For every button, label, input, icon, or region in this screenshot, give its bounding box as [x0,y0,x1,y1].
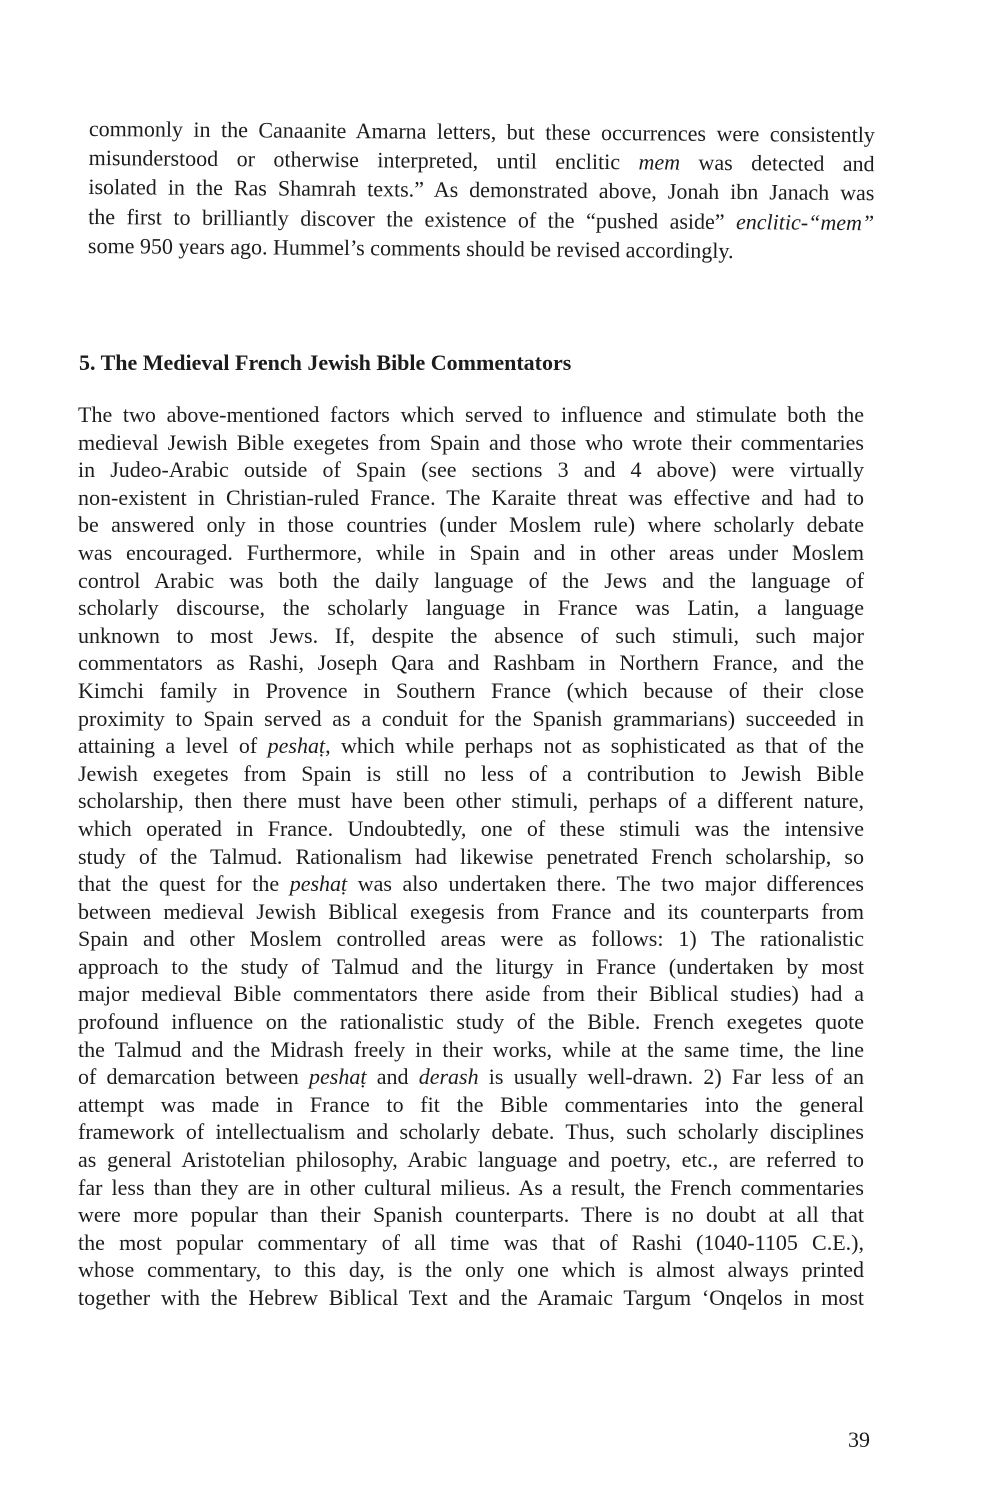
text-segment: Spain and other Moslem controlled areas were as follows: 1) The rationalistic [78,926,864,952]
text-segment: be answered only in those countries (under Moslem rule) where scholarly debate [78,512,864,538]
text-segment: attempt was made in France to fit the Bible commentaries into the general [78,1091,864,1117]
text-segment: together with the Hebrew Biblical Text and the Aramaic Targum ‘Onqelos in most [78,1285,864,1310]
italic-term: enclitic-“mem” [735,208,875,235]
text-segment: was detected and [679,149,875,177]
text-line [78,1284,864,1312]
text-segment: of demarcation between [78,1064,310,1090]
text-line [78,760,864,788]
text-line [78,1229,864,1257]
text-segment: misunderstood or otherwise interpreted, until enclitic [88,145,639,175]
text-segment: Kimchi family in Provence in Southern France (which because of their close [78,677,864,703]
text-line [78,1063,864,1091]
text-line [88,231,874,266]
text-line [78,1091,864,1119]
text-line [78,511,864,539]
text-line [78,925,864,953]
text-segment: isolated in the Ras Shamrah texts.” As demonstrated above, Jonah ibn Janach was [88,174,875,206]
text-segment: commentators as Rashi, Joseph Qara and Rashbam in Northern France, and the [78,650,864,676]
text-segment: commonly in the Canaanite Amarna letters, but these occurrences were consistently [88,115,875,148]
text-line [78,1118,864,1146]
text-line [78,1256,864,1284]
text-segment: proximity to Spain served as a conduit for the Spanish grammarians) succeeded in [78,705,864,731]
text-line [78,787,864,815]
text-segment: were more popular than their Spanish counterparts. There is no doubt at all that [78,1202,864,1228]
text-segment: , which while perhaps not as sophisticated as that of the [325,733,864,759]
text-segment: which operated in France. Undoubtedly, one of these stimuli was the intensive [78,815,864,841]
text-segment: scholarship, then there must have been other stimuli, perhaps of a different nature, [78,788,864,814]
text-segment: major medieval Bible commentators there aside from their Biblical studies) had a [78,981,864,1007]
text-line [78,705,864,733]
text-segment: unknown to most Jews. If, despite the absence of such stimuli, such major [78,622,864,648]
text-line [78,732,864,760]
continued-paragraph [88,114,875,266]
text-segment: and [366,1064,419,1090]
text-line [78,843,864,871]
text-segment: is usually well-drawn. 2) Far less of an [478,1064,865,1090]
italic-term: mem [638,149,681,175]
text-segment: the first to brilliantly discover the existence of the “pushed aside” [88,203,737,234]
text-line [78,1174,864,1202]
italic-term: peshaṭ [289,871,348,897]
text-segment: medieval Jewish Bible exegetes from Spain and those who wrote their commentaries [78,429,864,455]
text-segment: in Judeo-Arabic outside of Spain (see sections 3 and 4 above) were virtually [78,457,864,483]
italic-term: derash [418,1064,479,1090]
text-line [78,1146,864,1174]
text-segment: approach to the study of Talmud and the liturgy in France (undertaken by most [78,953,864,979]
text-segment: control Arabic was both the daily language of the Jews and the language of [78,567,864,593]
text-segment: non-existent in Christian-ruled France. The Karaite threat was effective and had to [78,484,864,510]
text-segment: Jewish exegetes from Spain is still no less of a contribution to Jewish Bible [78,760,864,786]
text-segment: profound influence on the rationalistic study of the Bible. French exegetes quote [78,1009,864,1035]
text-segment: that the quest for the [78,871,290,897]
text-line [78,401,864,429]
text-line [78,567,864,595]
text-line [78,649,864,677]
text-line [78,870,864,898]
text-line [78,456,864,484]
text-segment: framework of intellectualism and scholarly debate. Thus, such scholarly disciplines [78,1119,864,1145]
text-segment: attaining a level of [78,733,268,759]
text-line [78,622,864,650]
text-line [78,1008,864,1036]
text-segment: was also undertaken there. The two major differences [347,871,864,897]
text-line [78,677,864,705]
italic-term: peshaṭ [267,733,326,759]
text-segment: far less than they are in other cultural milieus. As a result, the French commentaries [78,1174,864,1200]
text-line [78,484,864,512]
text-segment: study of the Talmud. Rationalism had likewise penetrated French scholarship, so [78,843,864,869]
text-segment: was encouraged. Furthermore, while in Spain and in other areas under Moslem [78,539,864,565]
text-line [78,898,864,926]
text-segment: whose commentary, to this day, is the only one which is almost always printed [78,1257,864,1283]
text-line [78,429,864,457]
text-segment: the most popular commentary of all time was that of Rashi (1040-1105 C.E.), [78,1229,864,1255]
text-line [78,980,864,1008]
section-heading: 5. The Medieval French Jewish Bible Commentators [79,350,572,375]
section-body [78,401,864,1312]
page-number: 39 [848,1427,870,1452]
text-segment: some 950 years ago. Hummel’s comments should be revised accordingly. [87,232,734,263]
italic-term: peshaṭ [309,1064,367,1090]
text-segment: The two above-mentioned factors which served to influence and stimulate both the [78,402,864,427]
text-line [78,815,864,843]
text-line [78,594,864,622]
text-line [78,1201,864,1229]
text-segment: scholarly discourse, the scholarly language in France was Latin, a language [78,595,864,621]
text-line [78,953,864,981]
text-segment: the Talmud and the Midrash freely in their works, while at the same time, the line [78,1036,864,1062]
text-line [78,539,864,567]
text-line [78,1036,864,1064]
text-segment: between medieval Jewish Biblical exegesis from France and its counterparts from [78,898,864,924]
text-segment: as general Aristotelian philosophy, Arabic language and poetry, etc., are referred to [78,1147,864,1173]
